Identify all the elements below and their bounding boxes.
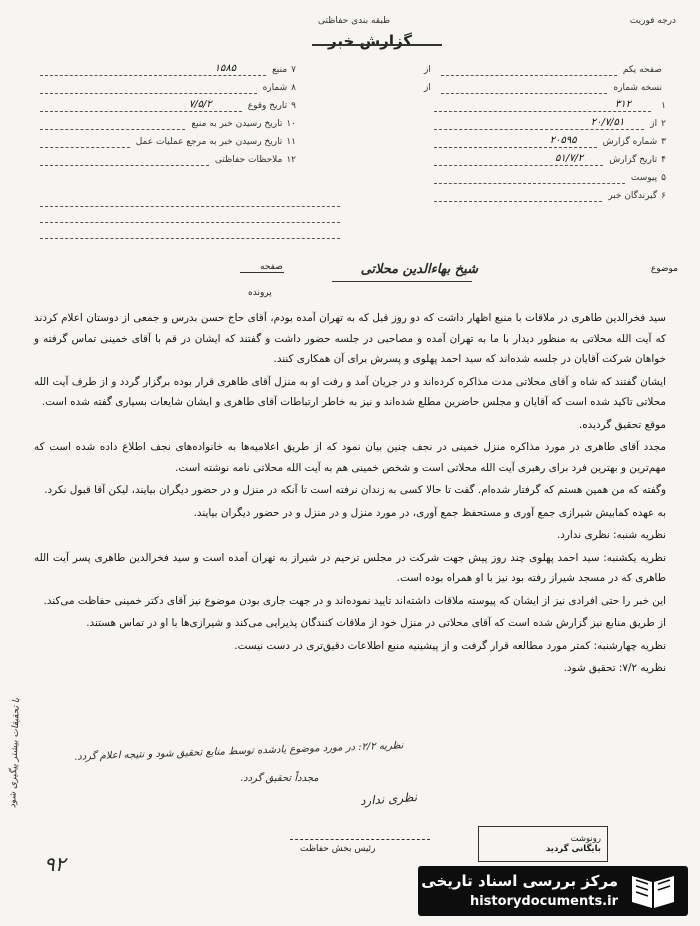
field-label: تاریخ گزارش bbox=[609, 155, 658, 165]
field-label: نسخه شماره bbox=[613, 83, 662, 93]
stamp-line: بایگانی گردید bbox=[545, 844, 601, 854]
field-row bbox=[420, 62, 666, 78]
side-box bbox=[240, 272, 284, 273]
field-line bbox=[434, 191, 602, 202]
field-label: پیوست bbox=[630, 173, 658, 183]
body-paragraph: نظریه چهارشنبه: کمتر مورد مطالعه قرار گرفت و از پیشینیه منبع اطلاعات دقیق‌تری در دست نیست. bbox=[234, 639, 666, 652]
subject-label: موضوع bbox=[650, 264, 678, 274]
urgency-label: درجه فوریت bbox=[629, 16, 676, 26]
field-row bbox=[34, 134, 296, 150]
field-line bbox=[40, 83, 257, 94]
body-paragraph: وگفته که من همین هستم که گرفتار شده‌ام. گفت تا حالا کسی به زندان نرفته است تا آنکه در منزل و در حضور دیگران بیایند، لیکن آقا قبول نکرد. bbox=[44, 484, 666, 496]
field-mid-label: از bbox=[424, 83, 431, 93]
field-label: تاریخ وقوع bbox=[247, 101, 288, 111]
field-row bbox=[34, 98, 296, 114]
field-line bbox=[40, 155, 209, 166]
report-body bbox=[34, 308, 666, 681]
signature-label: رئیس بخش حفاظت bbox=[300, 844, 376, 854]
field-row bbox=[420, 170, 666, 186]
field-number: ۱ bbox=[661, 101, 666, 111]
field-line bbox=[40, 137, 130, 148]
field-label: ملاحظات حفاظتی bbox=[214, 155, 283, 165]
field-value: ۷/۵/۲ bbox=[188, 98, 212, 110]
field-row bbox=[34, 62, 296, 78]
page-label: صفحه bbox=[260, 262, 283, 272]
field-label: صفحه یکم bbox=[622, 65, 662, 75]
body-paragraph: موقع تحقیق گردیده. bbox=[578, 418, 666, 431]
handwritten-margin-note: با تحقیقات بیشتر پیگیری شود bbox=[8, 697, 22, 809]
subject-underline bbox=[332, 281, 472, 282]
blank-line bbox=[40, 238, 340, 239]
body-paragraph: نظریه شنبه: نظری ندارد. bbox=[556, 529, 666, 541]
field-row bbox=[420, 188, 666, 204]
field-label: تاریخ رسیدن خبر به منبع bbox=[191, 119, 283, 129]
file-label: پرونده bbox=[248, 288, 272, 298]
field-value: ۳۱۲ bbox=[615, 98, 632, 110]
field-label: گیرندگان خبر bbox=[608, 191, 658, 201]
stamp-line: رونوشت bbox=[570, 834, 601, 844]
body-paragraph: نظریه ۷/۲: تحقیق شود. bbox=[563, 662, 666, 674]
subject-value: شیخ بهاءالدین محلاتی bbox=[360, 262, 478, 277]
body-paragraph: مجدد آقای طاهری در مورد مذاکره منزل خمینی در نجف چنین بیان نمود که از طریق اعلامیه‌ها به خانواده‌های نجف اطلاع داده شده است که مهم‌ترین و بهترین فرد برای رهبری آیت الله محلاتی است و شخص خمینی هم به آیت الله محلاتی نامه نوشته است. bbox=[34, 441, 666, 474]
field-row bbox=[420, 98, 666, 114]
field-label: از bbox=[650, 119, 658, 129]
field-line bbox=[434, 173, 625, 184]
field-line bbox=[441, 83, 608, 94]
body-paragraph: سید فخرالدین طاهری در ملاقات با منبع اظهار داشت که دو روز قبل که به تهران آمده بودم، آقای حاج حسن بدرس و جمعی از دوستان اعلام کردند که آیت الله محلاتی به منظور دیدار با ما به تهران آمده و مصاحبی در جلسه حضور داشت و گفتند که ایشان در قم با آقای خمینی تماس گرفته و خواهان شرکت آقایان در جلسه شده‌اند که سید احمد پهلوی و پسرش برای آن همکاری کنند. bbox=[34, 312, 666, 365]
field-number: ۱۰ bbox=[286, 119, 296, 129]
field-number: ۵ bbox=[661, 173, 666, 183]
field-row bbox=[34, 80, 296, 96]
field-row bbox=[420, 152, 666, 168]
field-line bbox=[434, 116, 644, 130]
field-line bbox=[40, 98, 242, 112]
classification-label: طبقه بندی حفاظتی bbox=[318, 16, 391, 26]
watermark-banner bbox=[418, 866, 688, 916]
field-number: ۳ bbox=[661, 137, 666, 147]
field-value: ۲۰۵۹۵ bbox=[549, 134, 577, 146]
field-label: شماره bbox=[262, 83, 288, 93]
field-number: ۶ bbox=[661, 191, 666, 201]
body-paragraph: به عهده کمابیش شیرازی جمع آوری و مستحفظ جمع آوری، در مورد منزل و در منزل و در حضور دیگران بیایند. bbox=[193, 506, 666, 519]
page-number: ۹۲ bbox=[44, 852, 66, 876]
field-number: ۴ bbox=[661, 155, 666, 165]
document-title: گزارش خبر bbox=[328, 32, 413, 50]
field-value: ۵۱/۷/۲ bbox=[555, 152, 584, 164]
field-value: ۱۵۸۵ bbox=[214, 62, 237, 74]
body-paragraph: از طریق منابع نیز گزارش شده است که آقای محلاتی در منزل خود از ملاقات کنندگان پذیرایی می‌کند و شیرازی‌ها با او در تماس هستند. bbox=[86, 617, 666, 629]
field-number: ۱۲ bbox=[286, 155, 296, 165]
body-paragraph: ایشان گفتند که شاه و آقای محلاتی مدت مذاکره کرده‌اند و در جریان آمد و رفت او به منزل آقای طاهری قرار بوده برگزار گردد و از طرف آیت الله محلاتی تاکید شده است که آقایان و مجلس حاضرین مطلع شده‌اند و نیز به خاطر ارتباطات آقای طاهری و ایشان شایعات بسیاری گفته شده است. bbox=[34, 375, 666, 408]
field-number: ۹ bbox=[291, 101, 296, 111]
blank-line bbox=[40, 206, 340, 207]
field-line bbox=[434, 134, 597, 148]
field-row bbox=[420, 116, 666, 132]
blank-line bbox=[40, 222, 340, 223]
field-number: ۸ bbox=[291, 83, 296, 93]
field-line bbox=[441, 65, 617, 76]
handwritten-note: نظریه ۲/۲: در مورد موضوع یادشده توسط منابع تحقیق شود و نتیجه اعلام گردد. bbox=[73, 740, 404, 763]
watermark-url: historydocuments.ir bbox=[469, 894, 618, 909]
field-label: شماره گزارش bbox=[602, 137, 658, 147]
field-number: ۷ bbox=[291, 65, 296, 75]
field-mid-label: از bbox=[424, 65, 431, 75]
book-logo-icon bbox=[628, 870, 678, 912]
handwritten-signature: نظری ندارد bbox=[359, 790, 418, 808]
body-paragraph: نظریه یکشنبه: سید احمد پهلوی چند روز پیش جهت شرکت در مجلس ترحیم در شیراز به تهران آمده است و سید فخرالدین طاهری پسر آیت الله طاهری که در مسجد شیراز رفته بود نیز با او همراه بوده است. bbox=[34, 551, 666, 584]
field-line bbox=[434, 98, 651, 112]
field-row bbox=[420, 134, 666, 150]
field-number: ۲ bbox=[661, 119, 666, 129]
handwritten-note: مجدداً تحقیق گردد. bbox=[240, 773, 319, 784]
field-row bbox=[420, 80, 666, 96]
title-scribble bbox=[312, 44, 442, 46]
field-row bbox=[34, 116, 296, 132]
field-row bbox=[34, 152, 296, 168]
field-line bbox=[40, 62, 266, 76]
body-paragraph: این خبر را حتی افرادی نیز از ایشان که پیوسته ملاقات داشته‌اند تایید نموده‌اند و در جهت جاری بودن موضوع نیز آقای دکتر خمینی حفاظت می‌کند. bbox=[43, 594, 666, 607]
field-line bbox=[434, 152, 603, 166]
field-line bbox=[40, 119, 185, 130]
field-number: ۱۱ bbox=[286, 137, 296, 147]
signature-line bbox=[290, 839, 430, 840]
watermark-name: مرکز بررسی اسناد تاریخی bbox=[421, 872, 618, 890]
field-label: تاریخ رسیدن خبر به مرجع عملیات عمل bbox=[135, 137, 283, 147]
archive-stamp bbox=[478, 826, 608, 862]
field-label: منبع bbox=[272, 65, 288, 75]
field-value: ۲۰/۷/۵۱ bbox=[590, 116, 625, 128]
